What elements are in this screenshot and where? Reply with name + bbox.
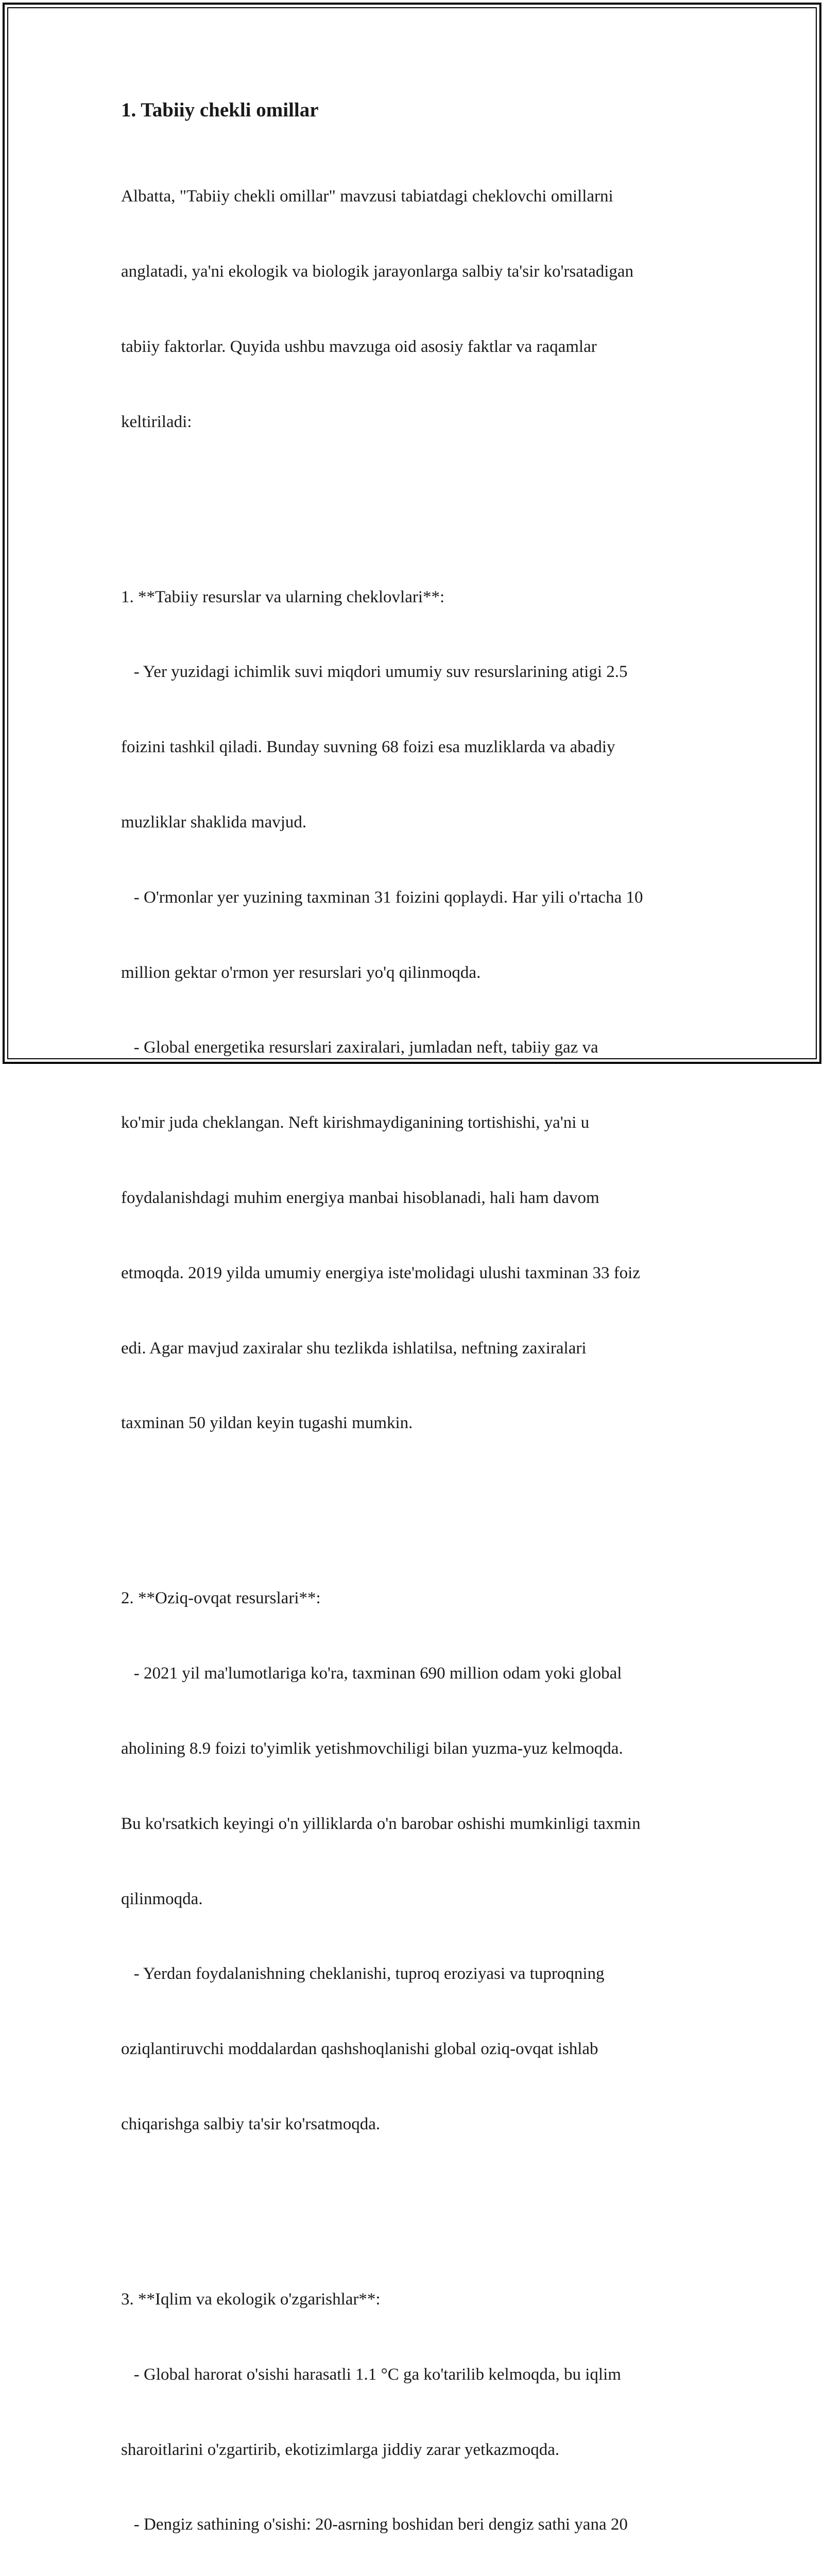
section-1-line: taxminan 50 yildan keyin tugashi mumkin. [121,1414,413,1433]
section-3-line: - Global harorat o'sishi harasatli 1.1 °C ga ko'tarilib kelmoqda, bu iqlim [121,2365,621,2384]
document-body [121,97,708,2576]
section-2-line: Bu ko'rsatkich keyingi o'n yilliklarda o'n barobar oshishi mumkinligi taxmin [121,1814,641,1833]
document-text [121,134,708,2576]
section-2-line: oziqlantiruvchi moddalardan qashshoqlanishi global oziq-ovqat ishlab [121,2040,598,2059]
section-3-line: sharoitlarini o'zgartirib, ekotizimlarga jiddiy zarar yetkazmoqda. [121,2440,560,2459]
section-2-line: chiqarishga salbiy ta'sir ko'rsatmoqda. [121,2114,381,2133]
section-2-line: aholining 8.9 foizi to'yimlik yetishmovchiligi bilan yuzma-yuz kelmoqda. [121,1739,623,1758]
paragraph-spacer [121,2187,708,2212]
section-1-line: - Global energetika resurslari zaxiralari, jumladan neft, tabiiy gaz va [121,1038,598,1057]
section-2-line: - 2021 yil ma'lumotlariga ko'ra, taxminan 690 million odam yoki global [121,1664,622,1683]
section-3-line: - Dengiz sathining o'sishi: 20-asrning boshidan beri dengiz sathi yana 20 [121,2515,628,2534]
paragraph-spacer [121,1486,708,1511]
section-1-line: foydalanishdagi muhim energiya manbai hisoblanadi, hali ham davom [121,1188,599,1207]
intro-line: anglatadi, ya'ni ekologik va biologik jarayonlarga salbiy ta'sir ko'rsatadigan [121,262,634,281]
section-1-line: - Yer yuzidagi ichimlik suvi miqdori umumiy suv resurslarining atigi 2.5 [121,663,628,682]
section-1-line: etmoqda. 2019 yilda umumiy energiya iste'molidagi ulushi taxminan 33 foiz [121,1263,640,1282]
section-3-heading: 3. **Iqlim va ekologik o'zgarishlar**: [121,2290,381,2309]
section-1-line: million gektar o'rmon yer resurslari yo'q qilinmoqda. [121,963,481,982]
intro-line: keltiriladi: [121,412,192,431]
paragraph-spacer [121,484,708,510]
section-1-heading: 1. **Tabiiy resurslar va ularning cheklovlari**: [121,587,445,606]
section-1-line: foizini tashkil qiladi. Bunday suvning 68 foizi esa muzliklarda va abadiy [121,738,615,757]
section-1-line: ko'mir juda cheklangan. Neft kirishmaydiganining tortishishi, ya'ni u [121,1113,590,1132]
intro-line: Albatta, "Tabiiy chekli omillar" mavzusi tabiatdagi cheklovchi omillarni [121,187,613,206]
page-title: 1. Tabiiy chekli omillar [121,99,319,121]
section-1-line: edi. Agar mavjud zaxiralar shu tezlikda ishlatilsa, neftning zaxiralari [121,1338,587,1358]
section-2-line: - Yerdan foydalanishning cheklanishi, tuproq eroziyasi va tuproqning [121,1964,605,1984]
section-1-line: - O'rmonlar yer yuzining taxminan 31 foizini qoplaydi. Har yili o'rtacha 10 [121,888,643,907]
intro-line: tabiiy faktorlar. Quyida ushbu mavzuga oid asosiy faktlar va raqamlar [121,337,597,356]
section-2-line: qilinmoqda. [121,1889,203,1908]
section-2-heading: 2. **Oziq-ovqat resurslari**: [121,1589,321,1608]
section-1-line: muzliklar shaklida mavjud. [121,813,307,832]
